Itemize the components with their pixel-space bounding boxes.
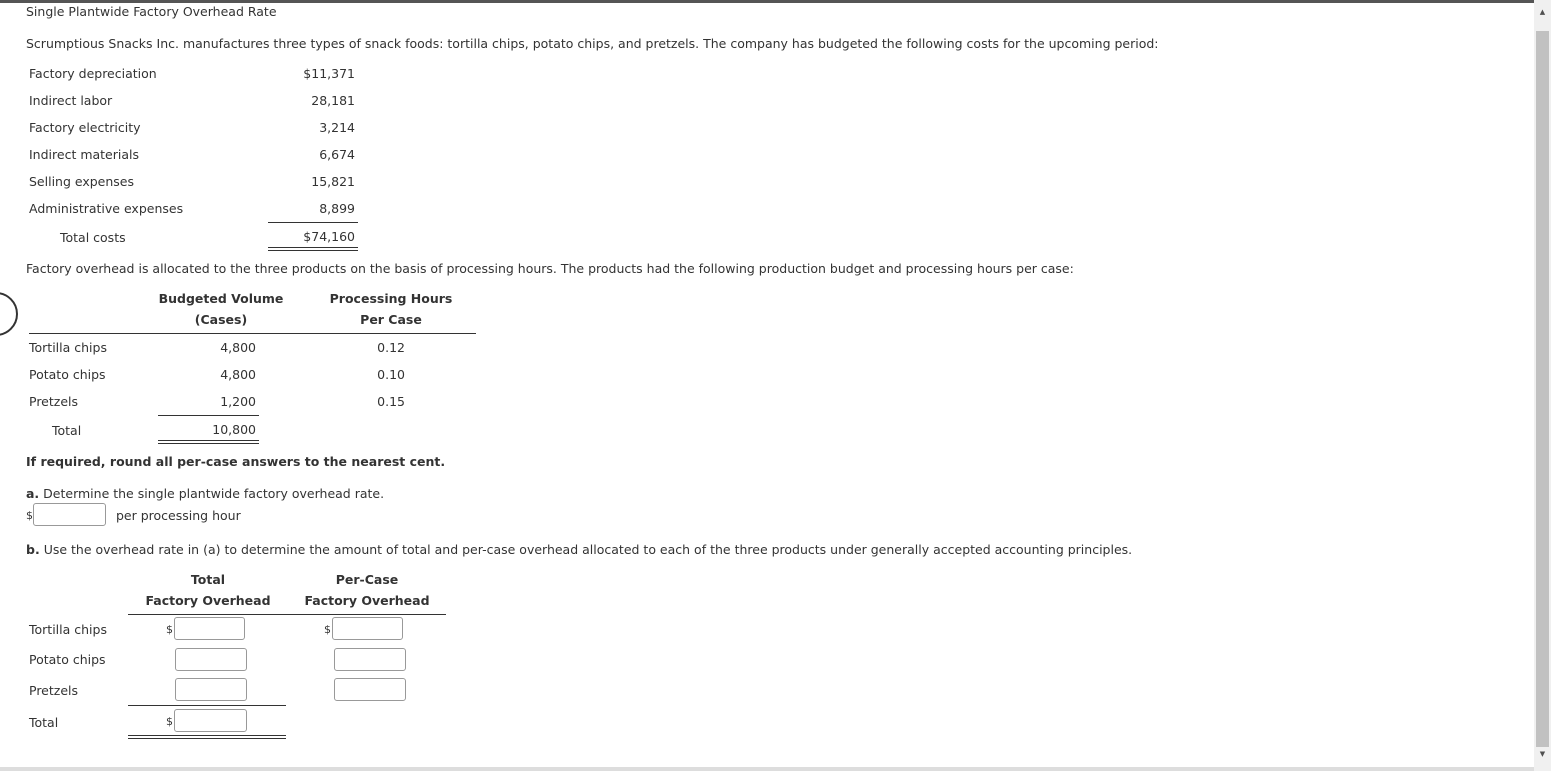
pretzels-total-overhead-input[interactable]: [175, 678, 247, 701]
part-a-text: Determine the single plantwide factory overhead rate.: [43, 486, 385, 501]
cost-label: Indirect labor: [29, 93, 113, 108]
hours-value: 0.15: [377, 394, 405, 409]
part-a-question: [26, 486, 384, 502]
total-overhead-header: Total: [190, 572, 226, 587]
production-total-label: Total: [52, 423, 82, 438]
per-case-header: Per-Case: [335, 572, 399, 587]
cost-value: 3,214: [319, 120, 355, 135]
header-rule: [29, 333, 476, 334]
currency-symbol: $: [166, 715, 173, 728]
total-double-rule: [268, 247, 358, 251]
product-label: Potato chips: [29, 652, 106, 667]
cost-label: Administrative expenses: [29, 201, 184, 216]
product-label: Pretzels: [29, 394, 79, 409]
total-costs-label: Total costs: [60, 230, 126, 245]
hours-header: Processing Hours: [329, 291, 453, 306]
pretzels-per-case-input[interactable]: [334, 678, 406, 701]
cost-label: Factory depreciation: [29, 66, 157, 81]
subtotal-rule: [158, 415, 259, 416]
partial-circle-icon: [0, 292, 18, 336]
hours-value: 0.12: [377, 340, 405, 355]
production-total-value: 10,800: [212, 422, 256, 437]
subtotal-rule: [268, 222, 358, 223]
total-overhead-input[interactable]: [174, 709, 247, 732]
total-double-rule: [128, 735, 286, 739]
cost-label: Factory electricity: [29, 120, 141, 135]
product-label: Pretzels: [29, 683, 79, 698]
volume-header-sub: (Cases): [194, 312, 248, 327]
scroll-thumb[interactable]: [1536, 31, 1549, 747]
part-b-question: [26, 542, 1132, 558]
cost-value: 6,674: [319, 147, 355, 162]
part-a-letter: a.: [26, 486, 40, 501]
header-rule: [128, 614, 446, 615]
allocation-total-label: Total: [29, 715, 59, 730]
overhead-rate-input[interactable]: [33, 503, 106, 526]
cost-value: $11,371: [303, 66, 355, 81]
part-b-text: Use the overhead rate in (a) to determine the amount of total and per-case overhead allocated to each of the three products under generally accepted accounting principles.: [43, 542, 1133, 557]
rate-unit-label: per processing hour: [116, 508, 241, 523]
cost-value: 15,821: [311, 174, 355, 189]
page-title: Single Plantwide Factory Overhead Rate: [26, 4, 277, 19]
hours-header-sub: Per Case: [360, 312, 422, 327]
part-b-letter: b.: [26, 542, 40, 557]
up-arrow-icon[interactable]: ▲: [1539, 8, 1546, 16]
bottom-border: [0, 767, 1534, 771]
volume-value: 4,800: [220, 367, 256, 382]
cost-label: Indirect materials: [29, 147, 140, 162]
tortilla-per-case-input[interactable]: [332, 617, 403, 640]
product-label: Tortilla chips: [29, 340, 107, 355]
currency-symbol: $: [324, 623, 331, 636]
tortilla-total-overhead-input[interactable]: [174, 617, 245, 640]
potato-per-case-input[interactable]: [334, 648, 406, 671]
total-double-rule: [158, 440, 259, 444]
cost-label: Selling expenses: [29, 174, 135, 189]
potato-total-overhead-input[interactable]: [175, 648, 247, 671]
hours-value: 0.10: [377, 367, 405, 382]
volume-value: 4,800: [220, 340, 256, 355]
volume-header: Budgeted Volume: [158, 291, 284, 306]
rounding-note: If required, round all per-case answers to the nearest cent.: [26, 454, 446, 469]
total-costs-value: $74,160: [303, 229, 355, 244]
top-border: [0, 0, 1551, 3]
subtotal-rule: [128, 705, 286, 706]
currency-symbol: $: [26, 509, 33, 522]
cost-value: 8,899: [319, 201, 355, 216]
down-arrow-icon[interactable]: ▼: [1539, 750, 1546, 758]
currency-symbol: $: [166, 623, 173, 636]
volume-value: 1,200: [220, 394, 256, 409]
intro-text: Scrumptious Snacks Inc. manufactures three types of snack foods: tortilla chips, potato chips, and pretzels. The company has budgeted the following costs for the upcoming period:: [26, 36, 1159, 51]
total-overhead-header-sub: Factory Overhead: [145, 593, 271, 608]
allocation-text: Factory overhead is allocated to the three products on the basis of processing hours. The products had the following production budget and processing hours per case:: [26, 261, 1074, 276]
per-case-header-sub: Factory Overhead: [304, 593, 430, 608]
vertical-scrollbar[interactable]: [1534, 0, 1551, 771]
product-label: Potato chips: [29, 367, 106, 382]
cost-value: 28,181: [311, 93, 355, 108]
product-label: Tortilla chips: [29, 622, 107, 637]
